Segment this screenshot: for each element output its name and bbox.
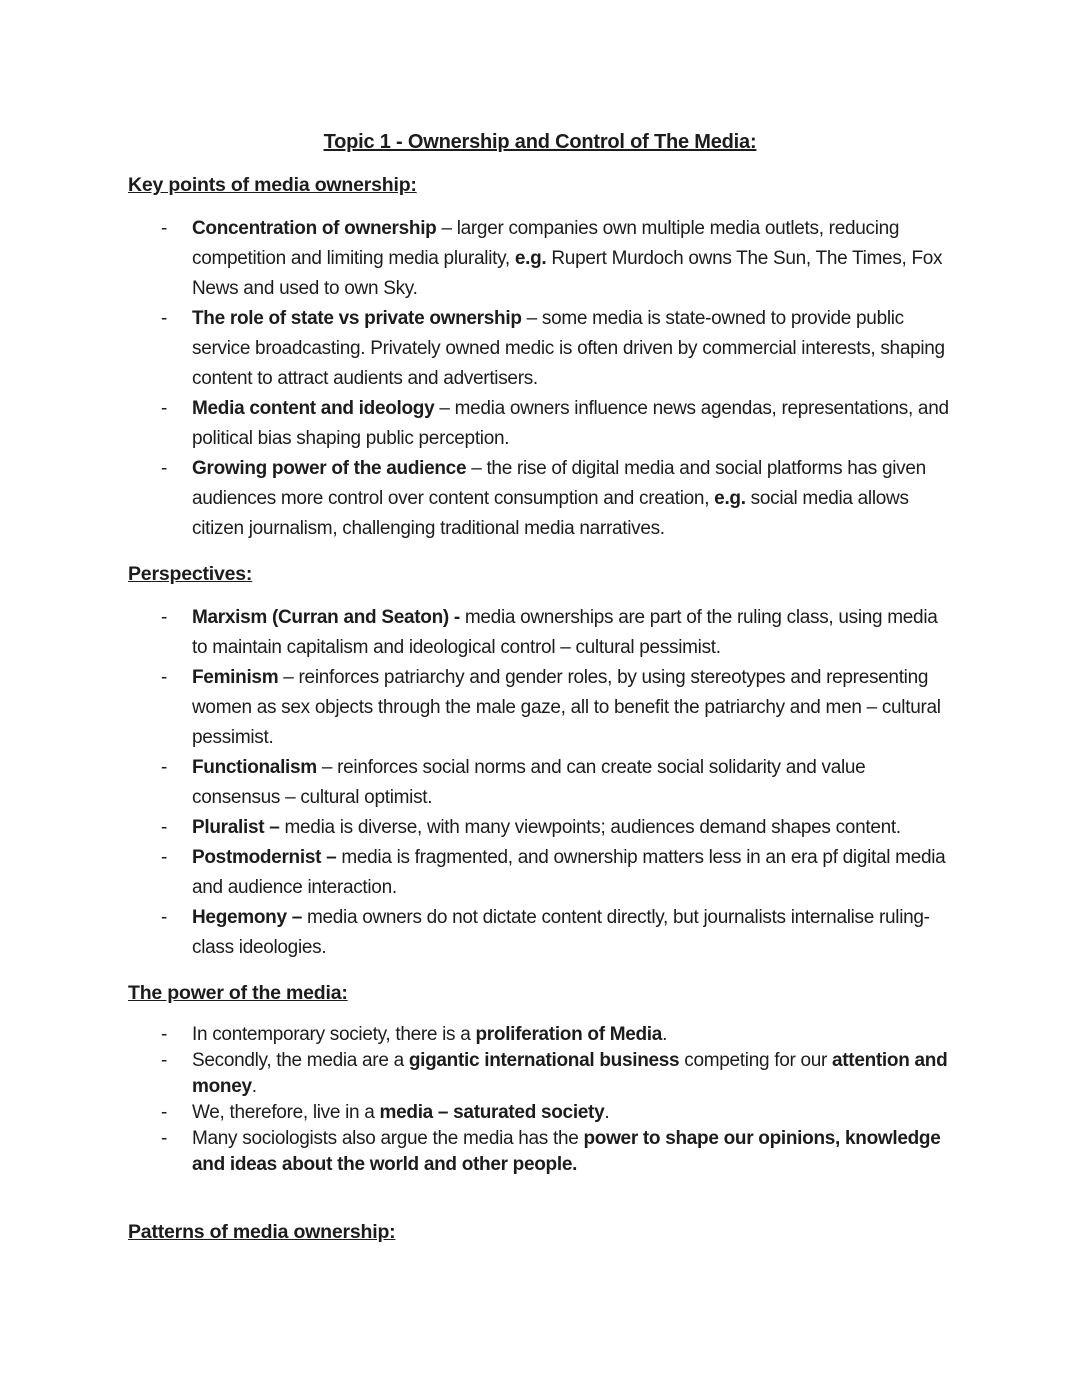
list-item bbox=[161, 843, 952, 903]
bullet-dash: - bbox=[161, 847, 168, 868]
bold-text: Pluralist – bbox=[192, 817, 280, 838]
bullet-dash: - bbox=[161, 458, 168, 479]
bold-text: e.g. bbox=[514, 248, 547, 269]
list-item bbox=[161, 454, 952, 544]
bold-text: media – saturated society bbox=[379, 1102, 605, 1123]
bold-text: Media content and ideology bbox=[192, 398, 435, 419]
section-3 bbox=[128, 978, 952, 1178]
bold-text: The role of state vs private ownership bbox=[192, 308, 522, 329]
bullet-dash: - bbox=[161, 308, 168, 329]
bold-text: Feminism bbox=[192, 667, 279, 688]
bullet-dash: - bbox=[161, 1024, 168, 1045]
list-item bbox=[161, 753, 952, 813]
bold-text: Growing power of the audience bbox=[192, 458, 467, 479]
body-text: In contemporary society, there is a bbox=[192, 1024, 476, 1045]
bold-text: e.g. bbox=[714, 488, 746, 509]
body-text: – the rise of digital media and social platforms has given audiences more control over content consumption and creation, bbox=[192, 458, 926, 509]
bold-text: proliferation of Media bbox=[475, 1024, 663, 1045]
body-text: – reinforces patriarchy and gender roles, by using stereotypes and representing women as sex objects through the male gaze, all to benefit the patriarchy and men – cultural pessimist. bbox=[192, 667, 941, 748]
section-heading: The power of the media: bbox=[128, 982, 348, 1004]
list-item bbox=[161, 603, 952, 663]
body-text: – larger companies own multiple media outlets, reducing competition and limiting media plurality, bbox=[192, 218, 900, 269]
bullet-dash: - bbox=[161, 757, 168, 778]
body-text: – some media is state-owned to provide public service broadcasting. Privately owned medic is often driven by commercial interests, shaping content to attract audients and advertisers. bbox=[192, 308, 945, 389]
list-item bbox=[161, 813, 952, 843]
bullet-list bbox=[128, 1022, 952, 1178]
document-body bbox=[128, 170, 952, 1247]
section-heading: Key points of media ownership: bbox=[128, 174, 417, 196]
section-heading: Patterns of media ownership: bbox=[128, 1221, 396, 1243]
body-text: We, therefore, live in a bbox=[192, 1102, 380, 1123]
bullet-list bbox=[128, 603, 952, 963]
list-item bbox=[161, 903, 952, 963]
body-text: media is fragmented, and ownership matters less in an era pf digital media and audience interaction. bbox=[192, 847, 946, 898]
body-text: media owners do not dictate content directly, but journalists internalise ruling-class ideologies. bbox=[192, 907, 930, 958]
list-item bbox=[161, 1126, 952, 1178]
document-title: Topic 1 - Ownership and Control of The Media: bbox=[323, 131, 757, 153]
bold-text: attention and money bbox=[192, 1050, 948, 1097]
list-item bbox=[161, 304, 952, 394]
bold-text: power to shape our opinions, knowledge and ideas about the world and other people. bbox=[192, 1128, 941, 1175]
body-text: – media owners influence news agendas, representations, and political bias shaping public perception. bbox=[192, 398, 949, 449]
body-text: media is diverse, with many viewpoints; audiences demand shapes content. bbox=[279, 817, 901, 838]
list-item bbox=[161, 214, 952, 304]
bold-text: Concentration of ownership bbox=[192, 218, 437, 239]
bullet-dash: - bbox=[161, 667, 168, 688]
list-item bbox=[161, 663, 952, 753]
bullet-dash: - bbox=[161, 907, 168, 928]
body-text: . bbox=[251, 1076, 257, 1097]
body-text: – reinforces social norms and can create social solidarity and value consensus – cultural optimist. bbox=[192, 757, 866, 808]
bold-text: Postmodernist – bbox=[192, 847, 337, 868]
list-item bbox=[161, 394, 952, 454]
bold-text: gigantic international business bbox=[408, 1050, 680, 1071]
section-2 bbox=[128, 559, 952, 963]
body-text: Rupert Murdoch owns The Sun, The Times, Fox News and used to own Sky. bbox=[192, 248, 943, 299]
bullet-dash: - bbox=[161, 218, 168, 239]
bullet-dash: - bbox=[161, 1128, 168, 1149]
section-4 bbox=[128, 1217, 952, 1247]
section-1 bbox=[128, 170, 952, 544]
list-item bbox=[161, 1048, 952, 1100]
bullet-dash: - bbox=[161, 607, 168, 628]
bullet-dash: - bbox=[161, 1050, 168, 1071]
bold-text: Hegemony – bbox=[192, 907, 302, 928]
section-heading: Perspectives: bbox=[128, 563, 253, 585]
body-text: Many sociologists also argue the media has the bbox=[192, 1128, 584, 1149]
bullet-dash: - bbox=[161, 398, 168, 419]
body-text: competing for our bbox=[679, 1050, 833, 1071]
list-item bbox=[161, 1100, 952, 1126]
bullet-dash: - bbox=[161, 817, 168, 838]
bold-text: Functionalism bbox=[192, 757, 317, 778]
bold-text: Marxism (Curran and Seaton) - bbox=[192, 607, 460, 628]
body-text: social media allows citizen journalism, challenging traditional media narratives. bbox=[192, 488, 909, 539]
body-text: . bbox=[604, 1102, 610, 1123]
bullet-list bbox=[128, 214, 952, 544]
body-text: . bbox=[662, 1024, 668, 1045]
body-text: media ownerships are part of the ruling class, using media to maintain capitalism and ideological control – cultural pessimist. bbox=[192, 607, 938, 658]
bullet-dash: - bbox=[161, 1102, 168, 1123]
body-text: Secondly, the media are a bbox=[192, 1050, 409, 1071]
list-item bbox=[161, 1022, 952, 1048]
